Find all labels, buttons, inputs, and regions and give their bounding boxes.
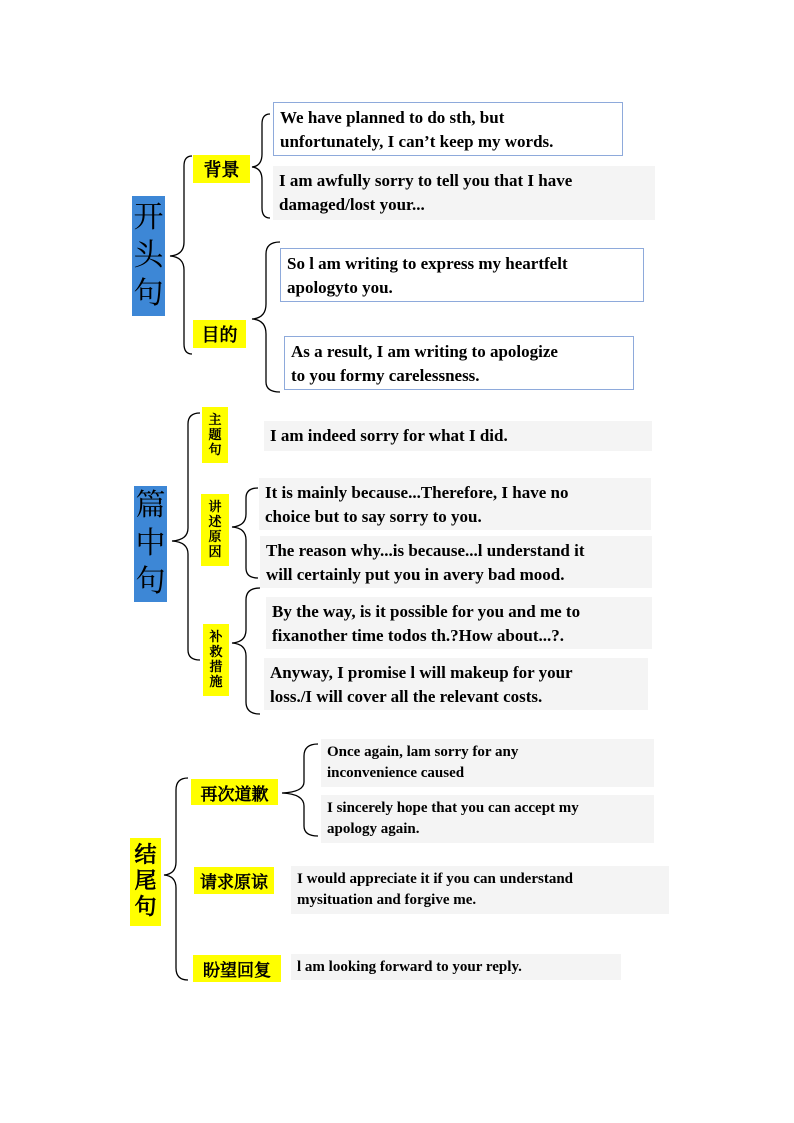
apologize-again-sentence-1: Once again, lam sorry for any inconvenience caused xyxy=(321,739,654,787)
opening-main-bracket xyxy=(170,156,192,354)
sub-label-reasons: 讲 述 原 因 xyxy=(201,494,229,566)
purpose-sub-bracket xyxy=(252,242,280,392)
ending-char-2: 尾 xyxy=(134,869,157,894)
apologize-again-sentence-2: I sincerely hope that you can accept my apology again. xyxy=(321,795,654,843)
remedy-sentence-2: Anyway, I promise l will makeup for your loss./I will cover all the relevant costs. xyxy=(264,658,648,710)
opening-char-1: 开 xyxy=(133,200,164,235)
ending-main-bracket xyxy=(164,778,188,980)
remedy-sub-bracket xyxy=(232,588,260,714)
sub-label-purpose: 目的 xyxy=(193,320,246,348)
topic-sentence: I am indeed sorry for what I did. xyxy=(264,421,652,451)
sub-label-topic: 主 题 句 xyxy=(202,407,228,463)
sub-label-apologize-again: 再次道歉 xyxy=(191,779,278,805)
reasons-sub-bracket xyxy=(232,488,258,578)
section-label-ending xyxy=(130,838,161,926)
background-sentence-2: I am awfully sorry to tell you that I have damaged/lost your... xyxy=(273,166,655,220)
ask-forgiveness-sentence: I would appreciate it if you can understand mysituation and forgive me. xyxy=(291,866,669,914)
body-char-1: 篇 xyxy=(135,488,166,523)
apologize-again-sub-bracket xyxy=(282,744,318,836)
opening-char-2: 头 xyxy=(133,238,164,273)
reasons-sentence-1: It is mainly because...Therefore, I have no choice but to say sorry to you. xyxy=(259,478,651,530)
sub-label-expect-reply: 盼望回复 xyxy=(193,955,281,982)
section-label-body xyxy=(134,486,167,602)
body-main-bracket xyxy=(172,413,200,660)
purpose-sentence-1: So l am writing to express my heartfelt apologyto you. xyxy=(280,248,644,302)
ending-char-3: 句 xyxy=(134,895,157,920)
sub-label-ask-forgiveness: 请求原谅 xyxy=(194,867,274,894)
body-char-3: 句 xyxy=(135,564,166,599)
reasons-sentence-2: The reason why...is because...l understand it will certainly put you in avery bad mood. xyxy=(260,536,652,588)
sub-label-remedy: 补 救 措 施 xyxy=(203,624,229,696)
expect-reply-sentence: l am looking forward to your reply. xyxy=(291,954,621,980)
sub-label-background: 背景 xyxy=(193,155,250,183)
purpose-sentence-2: As a result, I am writing to apologize to you formy carelessness. xyxy=(284,336,634,390)
ending-char-1: 结 xyxy=(134,843,157,868)
opening-char-3: 句 xyxy=(133,276,164,311)
section-label-opening xyxy=(132,196,165,316)
body-char-2: 中 xyxy=(135,526,166,561)
background-sentence-1: We have planned to do sth, but unfortunately, I can’t keep my words. xyxy=(273,102,623,156)
remedy-sentence-1: By the way, is it possible for you and me to fixanother time todos th.?How about...?. xyxy=(266,597,652,649)
background-sub-bracket xyxy=(252,114,270,218)
